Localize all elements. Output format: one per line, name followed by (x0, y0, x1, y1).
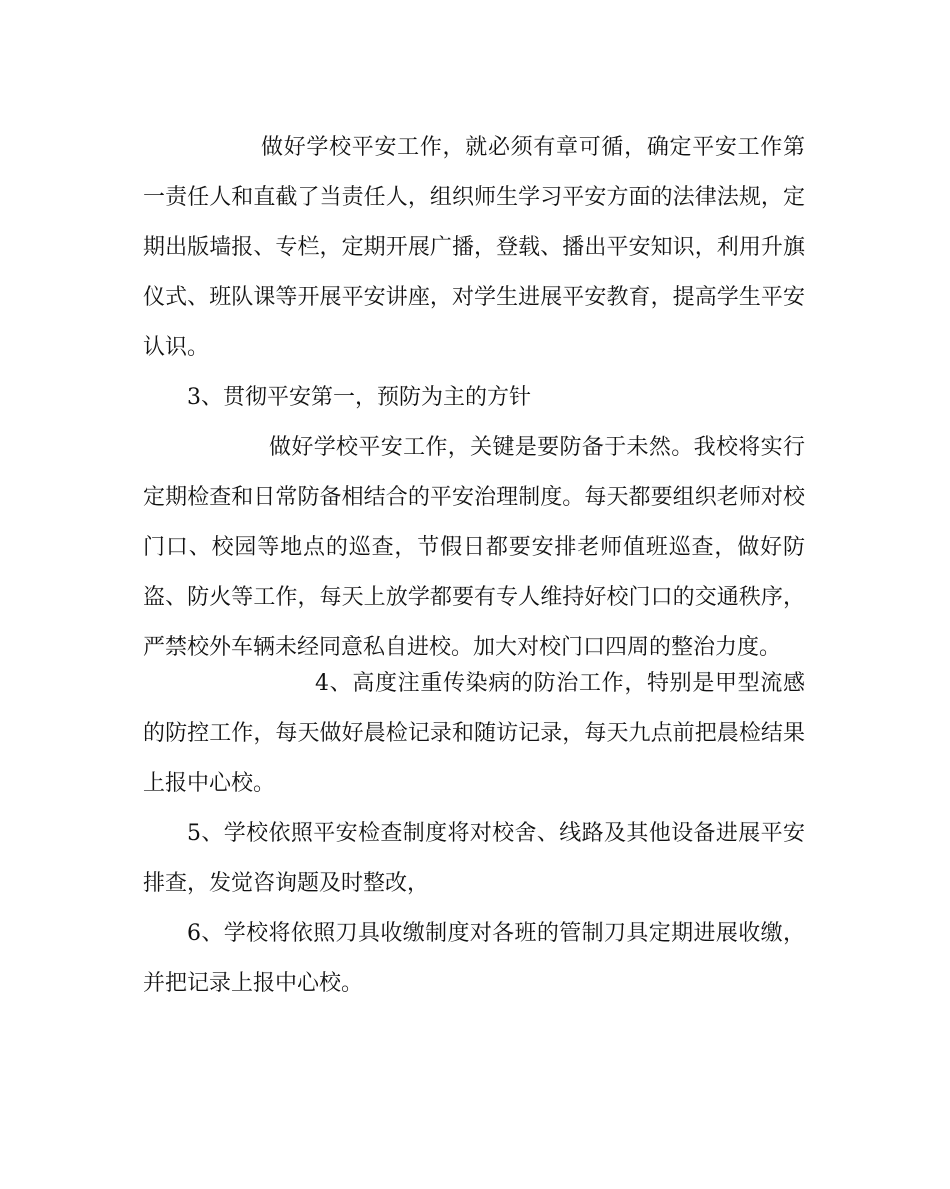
paragraph-safety-rules: 做好学校平安工作，就必须有章可循，确定平安工作第一责任人和直截了当责任人，组织师生学习平安方面的法律法规，定期出版墙报、专栏，定期开展广播，登载、播出平安知识，利用升旗仪式、班队课等开展平安讲座，对学生进展平安教育，提高学生平安认识。 (143, 135, 805, 360)
paragraph-safety-inspection: 5、学校依照平安检查制度将对校舍、线路及其他设备进展平安排查，发觉咨询题及时整改， (143, 821, 805, 896)
paragraph-knife-collection: 6、学校将依照刀具收缴制度对各班的管制刀具定期进展收缴，并把记录上报中心校。 (143, 921, 805, 996)
section-heading-prevention: 3、贯彻平安第一，预防为主的方针 (187, 385, 531, 410)
paragraph-prevention-details: 做好学校平安工作，关键是要防备于未然。我校将实行定期检查和日常防备相结合的平安治理制度。每天都要组织老师对校门口、校园等地点的巡查，节假日都要安排老师值班巡查，做好防盗、防火等工作，每天上放学都要有专人维持好校门口的交通秩序，严禁校外车辆未经同意私自进校。加大对校门口四周的整治力度。 (143, 435, 805, 660)
paragraph-disease-control: 4、高度注重传染病的防治工作，特别是甲型流感的防控工作，每天做好晨检记录和随访记录，每天九点前把晨检结果上报中心校。 (143, 671, 805, 796)
